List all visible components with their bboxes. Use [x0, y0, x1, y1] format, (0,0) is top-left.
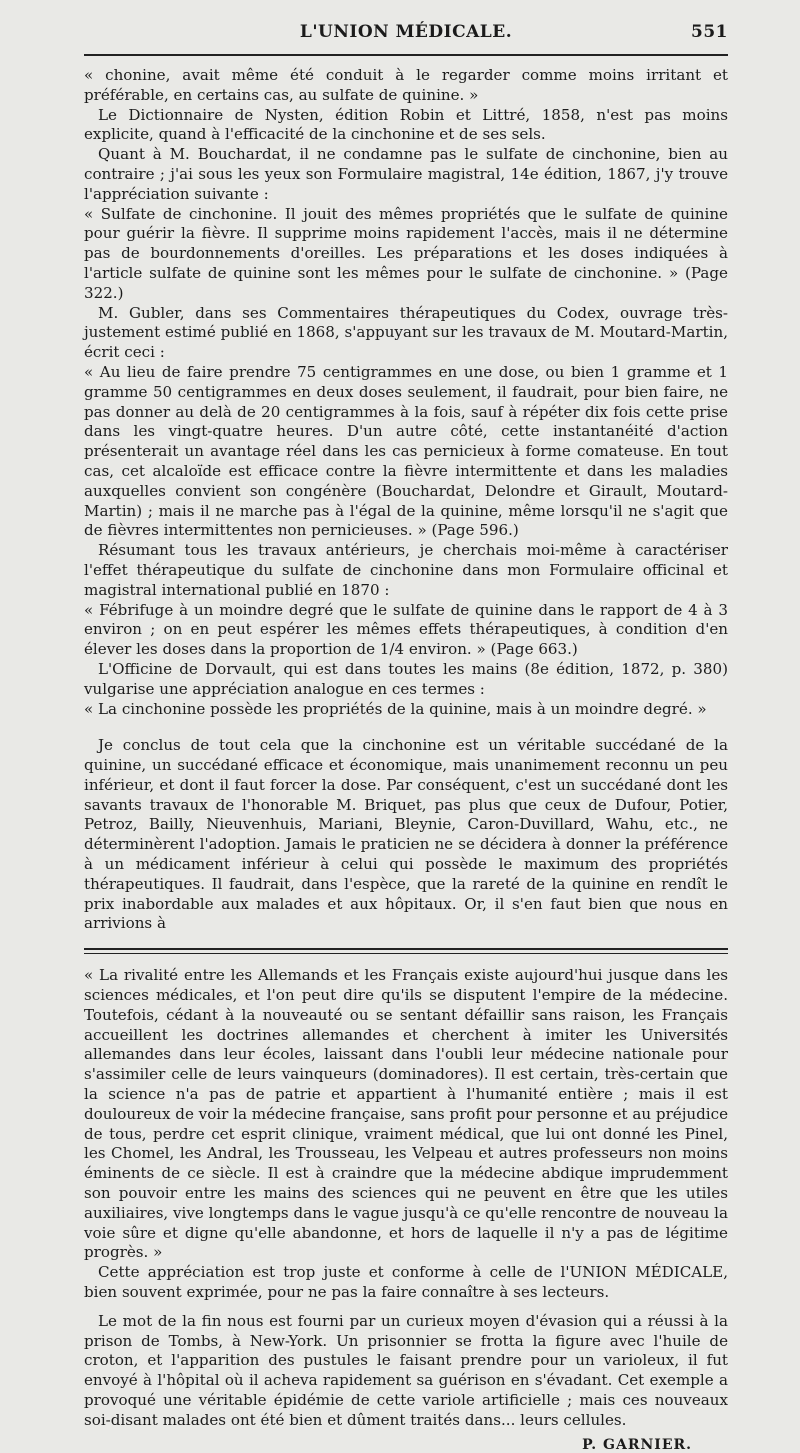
- feuilleton-rule-thin: [84, 953, 728, 954]
- quotation: « Au lieu de faire prendre 75 centigrammes en une dose, ou bien 1 gramme et 1 gramme 50 centigrammes en deux doses seulement, il faudrait, pour bien faire, ne pas donner au delà de 20 centigrammes à la fois, sauf à répéter dix fois cette prise dans les vingt-quatre heures. D'un autre côté, cette instantanéité d'action présenterait un avantage réel dans les cas pernicieux à forme comateuse. En tout cas, cet alcaloïde est efficace contre la fièvre intermittente et dans les maladies auxquelles convient son congénère (Bouchardat, Delondre et Girault, Moutard-Martin) ; mais il ne marche pas à l'égal de la quinine, même lorsqu'il ne s'agit que de fièvres intermittentes non pernicieuses. » (Page 596.): [84, 362, 728, 540]
- paragraph: Cette appréciation est trop juste et conforme à celle de l'UNION MÉDICALE, bien souvent exprimée, pour ne pas la faire connaître à ses lecteurs.: [84, 1263, 728, 1302]
- author-signature: P. GARNIER.: [582, 1436, 692, 1453]
- page-number: 551: [691, 22, 728, 42]
- paragraph: Je conclus de tout cela que la cinchonine est un véritable succédané de la quinine, un succédané efficace et économique, mais unanimement reconnu un peu inférieur, et dont il faut forcer la dose. Par conséquent, c'est un succédané dont les savants travaux de l'honorable M. Briquet, pas plus que ceux de Dufour, Potier, Petroz, Bailly, Nieuvenhuis, Mariani, Bleynie, Caron-Duvillard, Wahu, etc., ne déterminèrent l'adoption. Jamais le praticien ne se décidera à donner la préférence à un médicament inférieur à celui qui possède le maximum des propriétés thérapeutiques. Il faudrait, dans l'espèce, que la rareté de la quinine en rendît le prix inabordable aux malades et aux hôpitaux. Or, il s'en faut bien que nous en arrivions à: [84, 736, 728, 933]
- paragraph: Résumant tous les travaux antérieurs, je cherchais moi-même à caractériser l'effet thérapeutique du sulfate de cinchonine dans mon Formulaire officinal et magistral international publié en 1870 :: [84, 541, 728, 599]
- journal-title: L'UNION MÉDICALE.: [299, 22, 513, 42]
- quotation: « La rivalité entre les Allemands et les Français existe aujourd'hui jusque dans les sciences médicales, et l'on peut dire qu'ils se disputent l'empire de la médecine. Toutefois, cédant à la nouveauté ou se sentant défaillir sans raison, les Français accueillent les doctrines allemandes et cherchent à imiter les Universités allemandes dans leur écoles, laissant dans l'oubli leur médecine nationale pour s'assimiler celle de leurs vainqueurs (dominadores). Il est certain, très-certain que la science n'a pas de patrie et appartient à l'humanité entière ; mais il est douloureux de voir la médecine française, sans profit pour personne et au préjudice de tous, perdre cet esprit clinique, vraiment médical, que lui ont donné les Pinel, les Chomel, les Andral, les Trousseau, les Velpeau et autres professeurs non moins éminents de ce siècle. Il est à craindre que la médecine abdique imprudemment son pouvoir entre les mains des sciences qui ne peuvent en être que les utiles auxiliaires, vive longtemps dans le vague jusqu'à ce qu'elle rencontre de nouveau la voie sûre et digne qu'elle abandonne, et hors de laquelle il n'y a pas de légitime progrès. »: [84, 966, 729, 1262]
- paragraph: L'Officine de Dorvault, qui est dans toutes les mains (8e édition, 1872, p. 380) vulgarise une appréciation analogue en ces termes :: [84, 659, 728, 698]
- header-rule: [84, 54, 728, 56]
- quotation: « La cinchonine possède les propriétés de la quinine, mais à un moindre degré. »: [84, 699, 707, 718]
- paragraph: Le mot de la fin nous est fourni par un curieux moyen d'évasion qui a réussi à la prison de Tombs, à New-York. Un prisonnier se frotta la figure avec l'huile de croton, et l'apparition des pustules le faisant prendre pour un varioleux, il fut envoyé à l'hôpital où il acheva rapidement sa guérison en s'évadant. Cet exemple a provoqué une véritable épidémie de cette variole artificielle ; mais ces nouveaux soi-disant malades ont été bien et dûment traités dans... leurs cellules.: [84, 1311, 728, 1429]
- paragraph: « chonine, avait même été conduit à le regarder comme moins irritant et préférable, en certains cas, au sulfate de quinine. »: [84, 66, 728, 104]
- feuilleton-rule: [84, 948, 728, 950]
- feuilleton-text: [84, 966, 728, 1430]
- paragraph: M. Gubler, dans ses Commentaires thérapeutiques du Codex, ouvrage très-justement estimé publié en 1868, s'appuyant sur les travaux de M. Moutard-Martin, écrit ceci :: [84, 303, 728, 362]
- running-header: [84, 22, 728, 48]
- main-text: [84, 66, 728, 934]
- quotation: « Fébrifuge à un moindre degré que le sulfate de quinine dans le rapport de 4 à 3 environ ; on en peut espérer les mêmes effets thérapeutiques, à condition d'en élever les doses dans la proportion de 1/4 environ. » (Page 663.): [84, 600, 728, 659]
- paragraph: Quant à M. Bouchardat, il ne condamne pas le sulfate de cinchonine, bien au contraire ; j'ai sous les yeux son Formulaire magistral, 14e édition, 1867, j'y trouve l'appréciation suivante :: [84, 145, 728, 203]
- paragraph: Le Dictionnaire de Nysten, édition Robin et Littré, 1858, n'est pas moins explicite, quand à l'efficacité de la cinchonine et de ses sels.: [84, 105, 728, 144]
- quotation: « Sulfate de cinchonine. Il jouit des mêmes propriétés que le sulfate de quinine pour guérir la fièvre. Il supprime moins rapidement l'accès, mais il ne détermine pas de bourdonnements d'oreilles. Les préparations et les doses indiquées à l'article sulfate de quinine sont les mêmes pour le sulfate de cinchonine. » (Page 322.): [84, 204, 728, 302]
